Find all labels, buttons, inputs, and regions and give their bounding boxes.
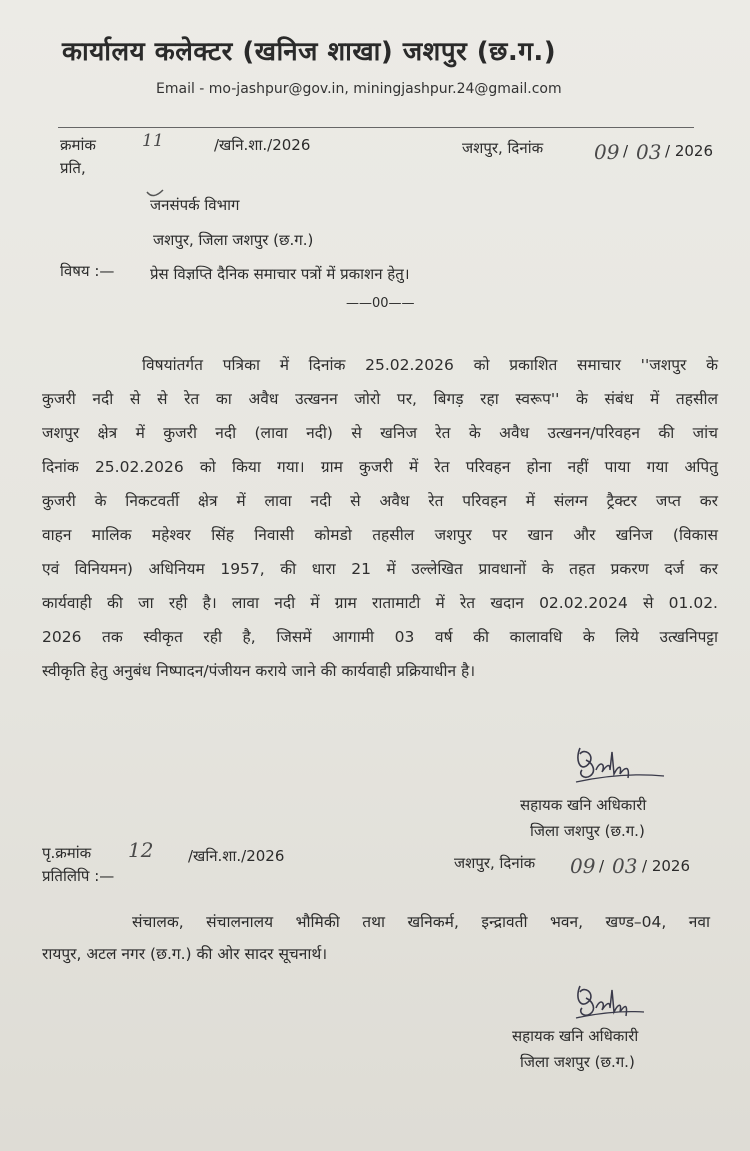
body-line: कुजरी के निकटवर्ती क्षेत्र में लावा नदी से अवैध रेत परिवहन में संलग्न ट्रैक्टर जप्त कर <box>42 492 718 510</box>
endorsement-date-day-handwritten: 09 <box>570 854 596 878</box>
endorsement-date-separator: / <box>599 857 605 875</box>
body-line: दिनांक 25.02.2026 को किया गया। ग्राम कुजरी में रेत परिवहन होना नहीं पाया गया अपितु <box>42 458 718 476</box>
signatory-designation-1: सहायक खनि अधिकारी <box>520 796 647 814</box>
header-divider <box>58 127 694 128</box>
ref-label: क्रमांक <box>60 136 96 154</box>
date-year: / 2026 <box>665 142 713 160</box>
endorsement-place-date-label: जशपुर, दिनांक <box>454 854 536 872</box>
office-title: कार्यालय कलेक्टर (खनिज शाखा) जशपुर (छ.ग.) <box>62 37 557 67</box>
signature-1 <box>572 740 672 792</box>
endorsement-date-month-handwritten: 03 <box>612 854 638 878</box>
signatory-designation-2: सहायक खनि अधिकारी <box>512 1027 639 1045</box>
date-day-handwritten: 09 <box>594 140 620 164</box>
email-line: Email - mo-jashpur@gov.in, miningjashpur.24@gmail.com <box>156 81 562 97</box>
endorsement-ref-label: पृ.क्रमांक <box>42 844 92 862</box>
ref-number-handwritten: 11 <box>142 131 164 151</box>
copy-paragraph <box>42 906 710 970</box>
body-line: कुजरी नदी से से रेत का अवैध उत्खनन जोरो पर, बिगड़ रहा स्वरूप'' के संबंध में तहसील <box>42 390 718 408</box>
body-line: जशपुर क्षेत्र में कुजरी नदी (लावा नदी) से खनिज रेत के अवैध उत्खनन/परिवहन की जांच <box>42 424 718 442</box>
body-line: एवं विनियमन) अधिनियम 1957, की धारा 21 में उल्लेखित प्रावधानों के तहत प्रकरण दर्ज कर <box>42 560 718 578</box>
copy-line: रायपुर, अटल नगर (छ.ग.) की ओर सादर सूचनार्थ। <box>42 945 328 963</box>
endorsement-ref-suffix: /खनि.शा./2026 <box>188 847 285 865</box>
date-month-handwritten: 03 <box>636 140 662 164</box>
to-label: प्रति, <box>60 159 86 177</box>
copy-line: संचालक, संचालनालय भौमिकी तथा खनिकर्म, इन्द्रावती भवन, खण्ड–04, नवा <box>132 913 710 931</box>
subject-text: प्रेस विज्ञप्ति दैनिक समाचार पत्रों में प्रकाशन हेतु। <box>150 265 410 283</box>
ref-suffix: /खनि.शा./2026 <box>214 136 311 154</box>
recipient-line-2: जशपुर, जिला जशपुर (छ.ग.) <box>153 231 314 249</box>
endorsement-ref-number-handwritten: 12 <box>128 838 154 862</box>
body-line: कार्यवाही की जा रही है। लावा नदी में ग्राम रातामाटी में रेत खदान 02.02.2024 से 01.02. <box>42 594 718 612</box>
signatory-district-1: जिला जशपुर (छ.ग.) <box>530 822 645 840</box>
subject-separator: ——00—— <box>346 296 415 311</box>
signature-2 <box>572 978 662 1028</box>
place-date-label: जशपुर, दिनांक <box>462 139 544 157</box>
body-line: 2026 तक स्वीकृत रही है, जिसमें आगामी 03 वर्ष की कालावधि के लिये उत्खनिपट्टा <box>42 628 718 646</box>
date-separator: / <box>623 142 629 160</box>
body-line: वाहन मालिक महेश्वर सिंह निवासी कोमडो तहसील जशपुर पर खान और खनिज (विकास <box>42 526 718 544</box>
body-paragraph <box>42 348 718 688</box>
signatory-district-2: जिला जशपुर (छ.ग.) <box>520 1053 635 1071</box>
copy-label: प्रतिलिपि :— <box>42 867 115 885</box>
endorsement-date-year: / 2026 <box>642 857 690 875</box>
subject-label: विषय :— <box>60 262 115 280</box>
recipient-line-1: जनसंपर्क विभाग <box>150 196 240 214</box>
body-line: विषयांतर्गत पत्रिका में दिनांक 25.02.2026 को प्रकाशित समाचार ''जशपुर के <box>142 356 718 374</box>
body-line: स्वीकृति हेतु अनुबंध निष्पादन/पंजीयन कराये जाने की कार्यवाही प्रक्रियाधीन है। <box>42 662 476 680</box>
